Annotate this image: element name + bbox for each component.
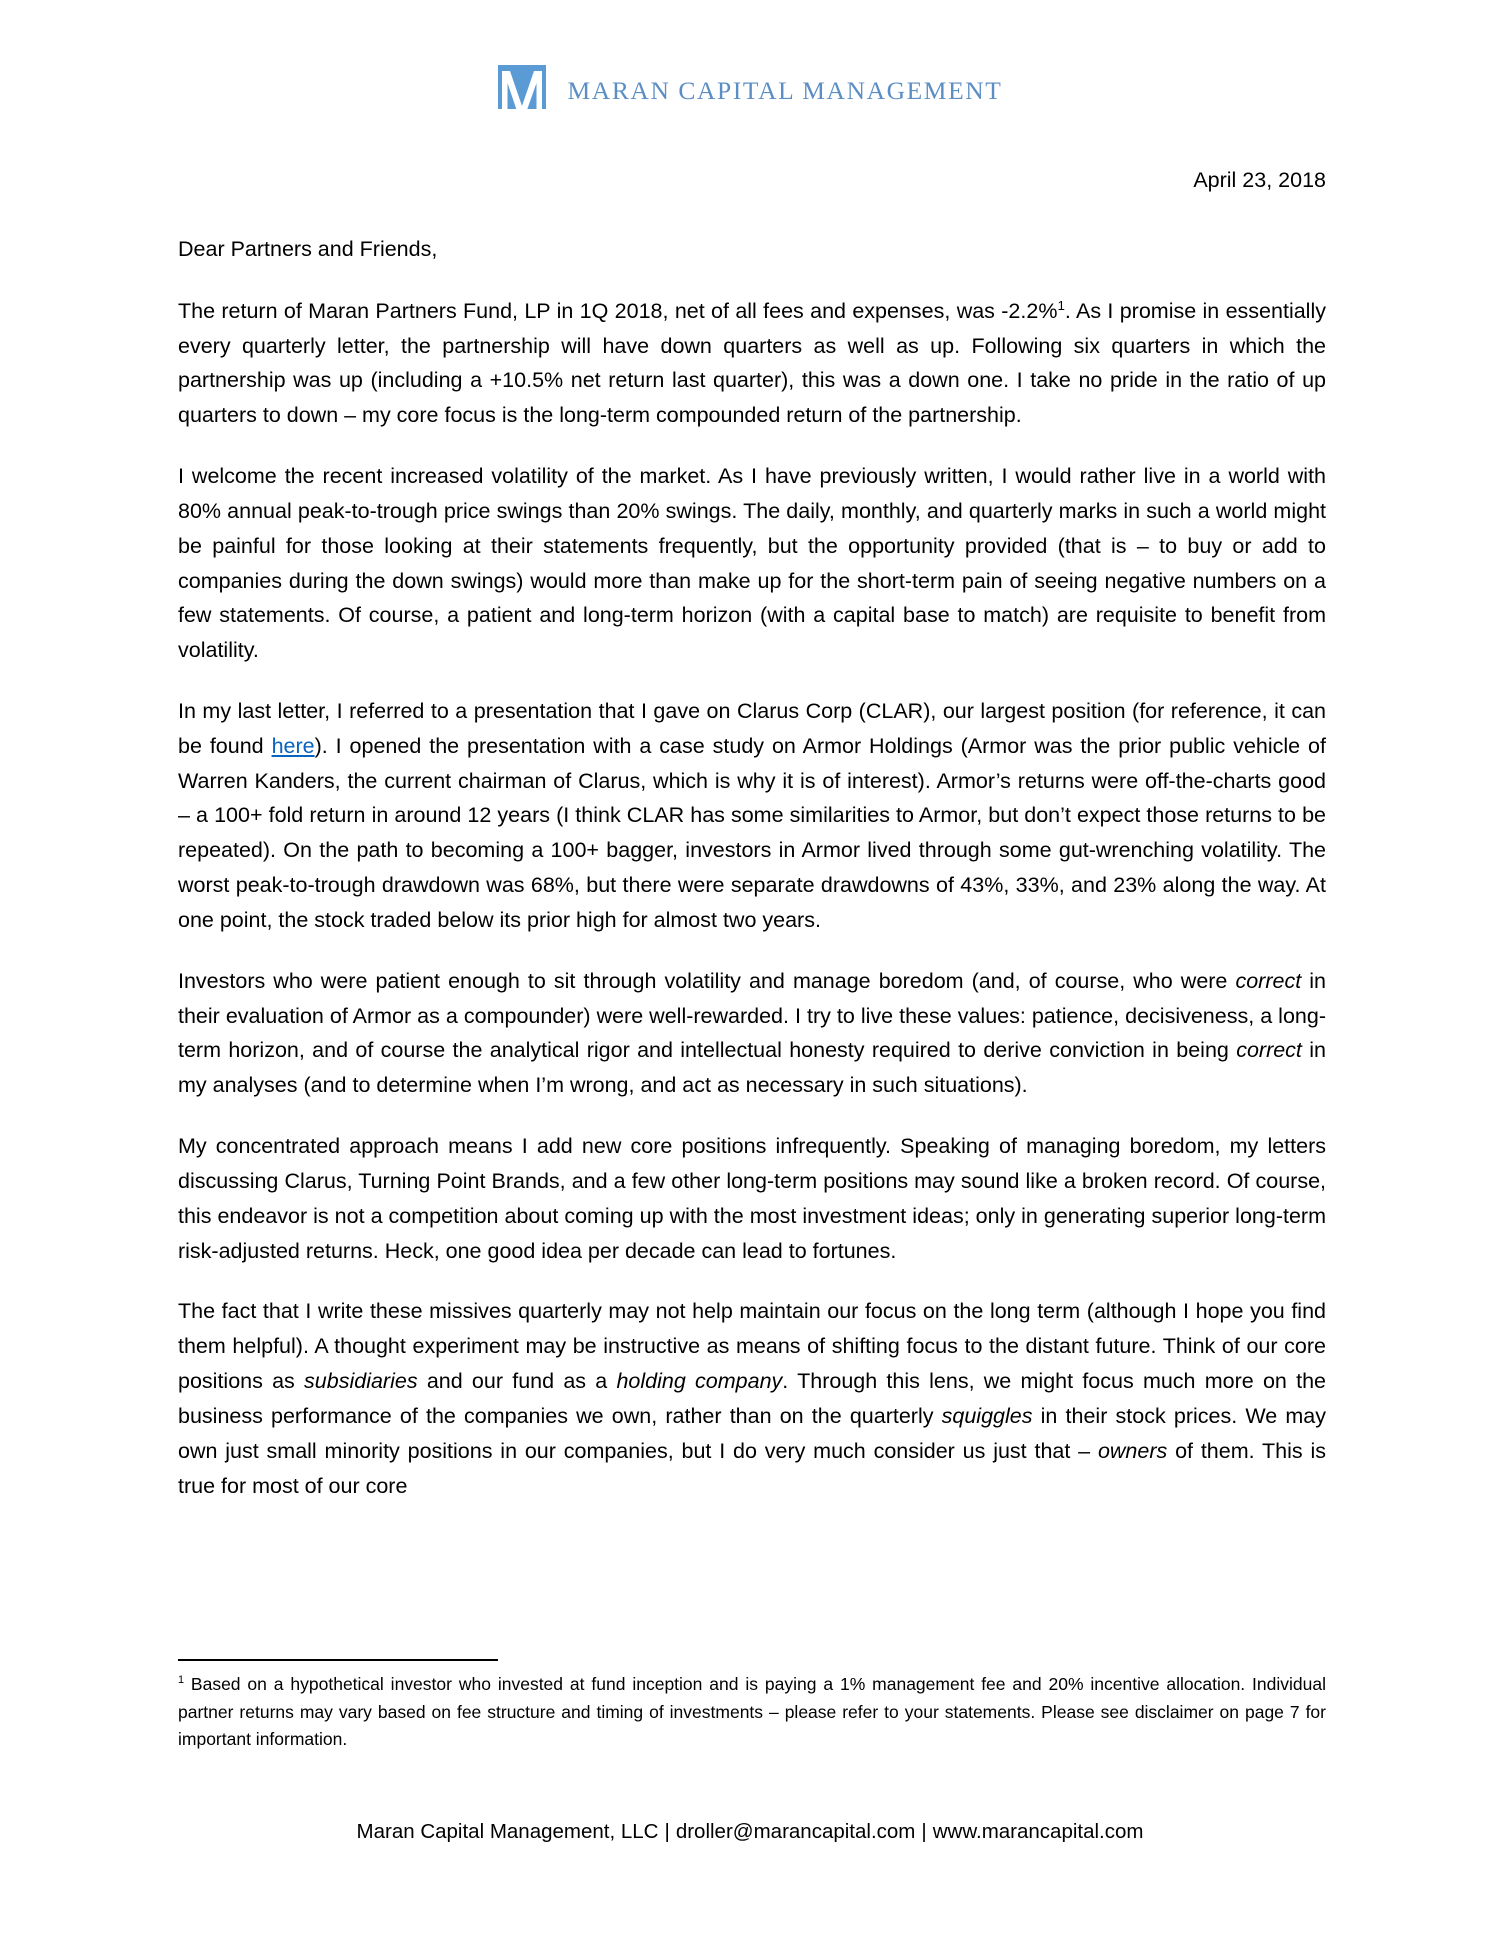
emphasis-owners: owners: [1097, 1438, 1168, 1463]
footer-website[interactable]: www.marancapital.com: [932, 1820, 1144, 1843]
clarus-presentation-link[interactable]: here: [271, 733, 315, 758]
paragraph-3: [178, 694, 1326, 938]
emphasis-correct-1: correct: [1235, 968, 1302, 993]
footer-company-name: Maran Capital Management, LLC: [356, 1820, 659, 1843]
letter-salutation: Dear Partners and Friends,: [178, 236, 438, 261]
paragraph-6: [178, 1294, 1326, 1503]
paragraph-6-part-1: The fact that I write these missives quarterly may not help maintain our focus on the long term (although I hope you find them helpful). A thought experiment may be instructive as means of shifting focus to the distant future. Think of our core positions as: [178, 1299, 1326, 1394]
paragraph-4-part-1: Investors who were patient enough to sit through volatility and manage boredom (and, of course, who were: [178, 968, 1236, 993]
footnote-marker-1: 1: [178, 1674, 185, 1687]
paragraph-6-part-5: of them. This is true for most of our core: [178, 1438, 1326, 1498]
paragraph-6-part-2: and our fund as a: [417, 1369, 617, 1394]
brand-wordmark: MARAN CAPITAL MANAGEMENT: [567, 76, 1003, 105]
emphasis-holding-company: holding company: [616, 1369, 783, 1394]
footnote-reference-1[interactable]: 1: [1057, 297, 1065, 313]
paragraph-4: [178, 964, 1326, 1103]
footer-separator-1: |: [664, 1820, 670, 1843]
paragraph-3-part-2: ). I opened the presentation with a case study on Armor Holdings (Armor was the prior public vehicle of Warren Kanders, the current chairman of Clarus, which is why it is of interest). Armor’s returns were off-the-charts good – a 100+ fold return in around 12 years (I think CLAR has some similarities to Armor, but don’t expect those returns to be repeated). On the path to becoming a 100+ bagger, investors in Armor lived through some gut-wrenching volatility. The worst peak-to-trough drawdown was 68%, but there were separate drawdowns of 43%, 33%, and 23% along the way. At one point, the stock traded below its prior high for almost two years.: [178, 733, 1326, 932]
footer-separator-2: |: [921, 1820, 927, 1843]
paragraph-4-part-2: in their evaluation of Armor as a compounder) were well-rewarded. I try to live these values: patience, decisiveness, a long-term horizon, and of course the analytical rigor and intellectual honesty required to derive conviction in being: [178, 968, 1326, 1063]
paragraph-2: I welcome the recent increased volatility of the market. As I have previously written, I would rather live in a world with 80% annual peak-to-trough price swings than 20% swings. The daily, monthly, and quarterly marks in such a world might be painful for those looking at their statements frequently, but the opportunity provided (that is – to buy or add to companies during the down swings) would more than make up for the short-term pain of seeing negative numbers on a few statements. Of course, a patient and long-term horizon (with a capital base to match) are requisite to benefit from volatility.: [178, 464, 1326, 663]
paragraph-6-part-3: . Through this lens, we might focus much more on the business performance of the companies we own, rather than on the quarterly: [178, 1369, 1327, 1428]
footnote-1: [178, 1671, 1326, 1754]
paragraph-3-part-1: In my last letter, I referred to a presentation that I gave on Clarus Corp (CLAR), our largest position (for reference, it can be found: [178, 699, 1326, 758]
letter-date: April 23, 2018: [1193, 168, 1326, 192]
paragraph-1-text-before-footnote: The return of Maran Partners Fund, LP in 1Q 2018, net of all fees and expenses, was -2.2%: [178, 298, 1058, 323]
paragraph-1: [178, 294, 1326, 433]
paragraph-4-part-3: in my analyses (and to determine when I’m wrong, and act as necessary in such situations).: [178, 1038, 1326, 1098]
paragraph-6-part-4: in their stock prices. We may own just small minority positions in our companies, but I do very much consider us just that –: [178, 1403, 1326, 1463]
paragraph-5: My concentrated approach means I add new core positions infrequently. Speaking of managing boredom, my letters discussing Clarus, Turning Point Brands, and a few other long-term positions may sound like a broken record. Of course, this endeavor is not a competition about coming up with the most investment ideas; only in generating superior long-term risk-adjusted returns. Heck, one good idea per decade can lead to fortunes.: [178, 1134, 1326, 1263]
footnote-1-text: Based on a hypothetical investor who invested at fund inception and is paying a 1% management fee and 20% incentive allocation. Individual partner returns may vary based on fee structure and timing of investments – please refer to your statements. Please see disclaimer on page 7 for important information.: [178, 1674, 1326, 1750]
footnote-area: [178, 1659, 1326, 1754]
letter-body: [178, 0, 1326, 1503]
emphasis-subsidiaries: subsidiaries: [304, 1369, 418, 1394]
paragraph-1-text-after-footnote: . As I promise in essentially every quarterly letter, the partnership will have down quarters as well as up. Following six quarters in which the partnership was up (including a +10.5% net return last quarter), this was a down one. I take no pride in the ratio of up quarters to down – my core focus is the long-term compounded return of the partnership.: [178, 298, 1326, 428]
emphasis-squiggles: squiggles: [941, 1403, 1033, 1428]
page-footer: [0, 1820, 1500, 1844]
emphasis-correct-2: correct: [1236, 1038, 1302, 1063]
footer-email[interactable]: droller@marancapital.com: [675, 1820, 916, 1843]
footnote-separator-rule: [178, 1659, 498, 1661]
